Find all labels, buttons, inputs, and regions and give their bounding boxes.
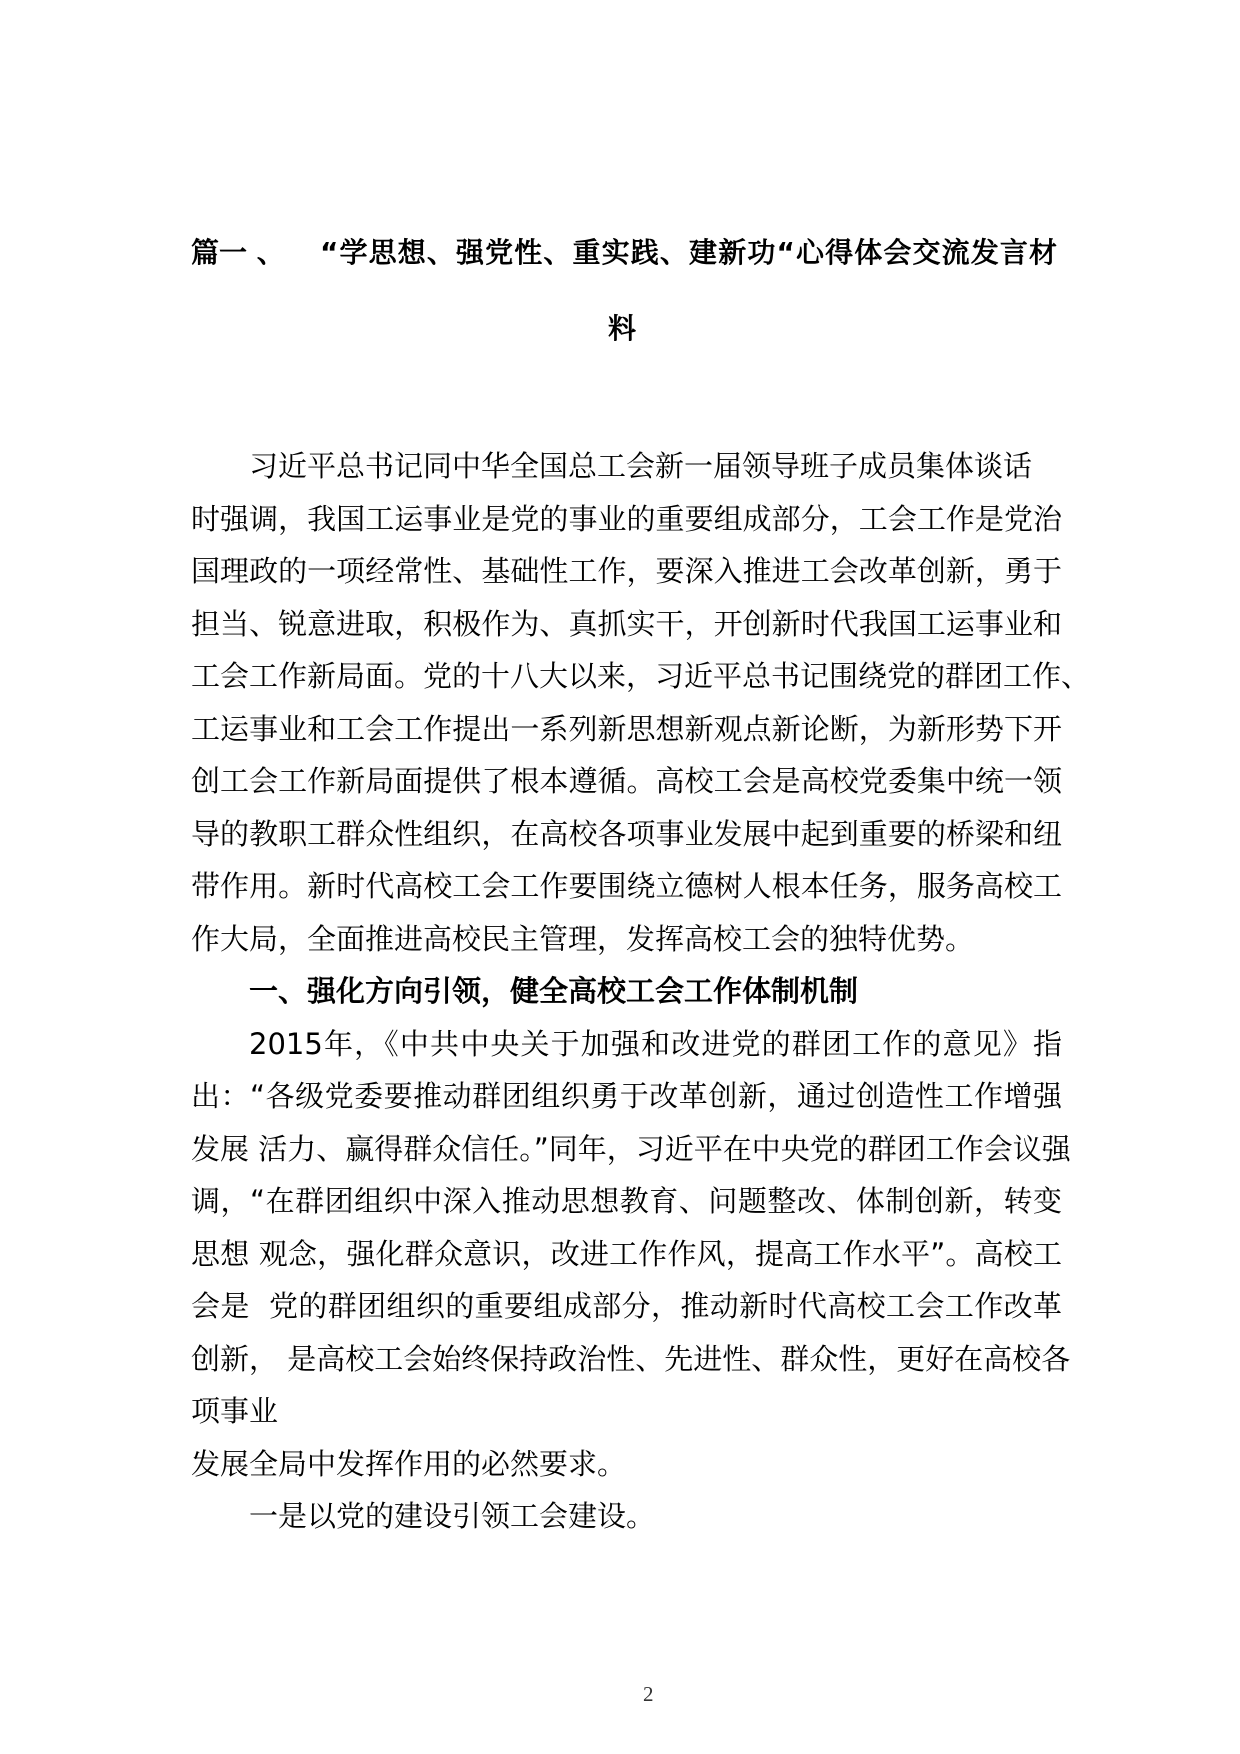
paragraph-line: 一是以党的建设引领工会建设。 — [249, 1499, 656, 1533]
paragraph-line: 担当、锐意进取，积极作为、真抓实干，开创新时代我国工运事业和 — [191, 606, 1062, 641]
paragraph-line: 带作用。新时代高校工会工作要围绕立德树人根本任务，服务高校工 — [191, 869, 1062, 903]
paragraph-line: 思想 观念，强化群众意识，改进工作作风，提高工作水平”。高校工 — [191, 1236, 1062, 1271]
paragraph-line: 会是 党的群团组织的重要组成部分，推动新时代高校工会工作改革 — [191, 1289, 1062, 1323]
body-paragraph-3 — [191, 1490, 1062, 1543]
body-paragraph-2 — [191, 1018, 1071, 1491]
paragraph-line: 导的教职工群众性组织，在高校各项事业发展中起到重要的桥梁和纽 — [191, 816, 1062, 851]
title-prefix: 篇一 、 — [191, 236, 285, 269]
paragraph-line: 发展 活力、赢得群众信任。”同年，习近平在中央党的群团工作会议强 — [191, 1131, 1071, 1166]
paragraph-line: 发展全局中发挥作用的必然要求。 — [191, 1446, 627, 1481]
paragraph-line: 工运事业和工会工作提出一系列新思想新观点新论断，为新形势下开 — [191, 711, 1062, 746]
paragraph-line: 调，“在群团组织中深入推动思想教育、问题整改、体制创新，转变 — [191, 1184, 1062, 1218]
paragraph-line: 出：“各级党委要推动群团组织勇于改革创新，通过创造性工作增强 — [191, 1079, 1062, 1113]
paragraph-line: 项事业 — [191, 1394, 279, 1428]
document-title: “学思想、强党性、重实践、建新功“心得体会交流发言材 — [320, 236, 1057, 269]
document-body — [191, 440, 1091, 1543]
paragraph-line: 工会工作新局面。党的十八大以来，习近平总书记围绕党的群团工作、 — [191, 659, 1091, 693]
paragraph-line: 创新， 是高校工会始终保持政治性、先进性、群众性，更好在高校各 — [191, 1341, 1071, 1376]
document-title-continuation: 料 — [608, 312, 637, 345]
paragraph-line: 时强调，我国工运事业是党的事业的重要组成部分，工会工作是党治 — [191, 501, 1062, 536]
paragraph-line: 国理政的一项经常性、基础性工作，要深入推进工会改革创新，勇于 — [191, 554, 1062, 588]
body-paragraph-1 — [191, 440, 1091, 965]
paragraph-line: 习近平总书记同中华全国总工会新一届领导班子成员集体谈话 — [249, 449, 1033, 483]
page-number: 2 — [643, 1682, 654, 1706]
paragraph-line: 2015年，《中共中央关于加强和改进党的群团工作的意见》指 — [249, 1026, 1062, 1061]
paragraph-line: 创工会工作新局面提供了根本遵循。高校工会是高校党委集中统一领 — [191, 764, 1062, 798]
section-heading: 一、强化方向引领，健全高校工会工作体制机制 — [249, 974, 859, 1008]
paragraph-line: 作大局，全面推进高校民主管理，发挥高校工会的独特优势。 — [191, 921, 975, 956]
